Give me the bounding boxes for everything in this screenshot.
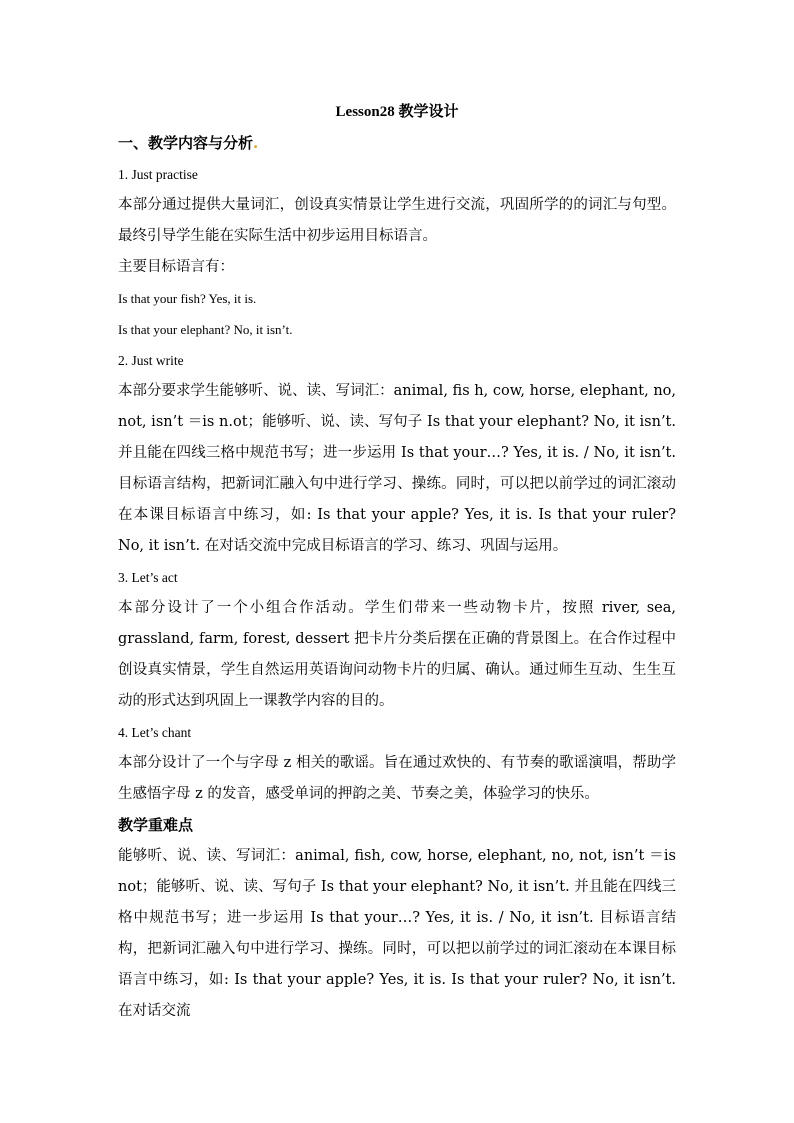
key-points-description: 能够听、说、读、写词汇：animal, fish, cow, horse, elephant, no, not, isn’t ＝is not；能够听、说、读、写句子 Is that your elephant? No, it isn’t. 并且能在四线三格中规范书写；进一步运用 Is that your…? Yes, it is. / No, it isn’t. 目标语言结构，把新词汇融入句中进行学习、操练。同时，可以把以前学过的词汇滚动在本课目标语言中练习，如: Is that your apple? Yes, it is. Is that your ruler? No, it isn’t. 在对话交流: [118, 848, 676, 1019]
document-title: Lesson28 教学设计: [335, 104, 459, 120]
part-label-lets-chant: 4. Let’s chant: [118, 725, 192, 740]
part-description-lets-act: 本部分设计了一个小组合作活动。学生们带来一些动物卡片，按照 river, sea, grassland, farm, forest, dessert 把卡片分类后摆在正确的背景图上。在合作过程中创设真实情景，学生自然运用英语询问动物卡片的归属、确认。通过师生互动、生生互动的形式达到巩固上一课教学内容的目的。: [118, 600, 676, 709]
section-heading-content-analysis: [118, 128, 676, 159]
part-description-just-practise: 本部分通过提供大量词汇，创设真实情景让学生进行交流，巩固所学的的词汇与句型。最终引导学生能在实际生活中初步运用目标语言。: [118, 197, 676, 244]
section-heading-text: 一、教学内容与分析: [118, 134, 254, 152]
part-description-lets-chant: 本部分设计了一个与字母 z 相关的歌谣。旨在通过欢快的、有节奏的歌谣演唱，帮助学生感悟字母 z 的发音，感受单词的押韵之美、节奏之美，体验学习的快乐。: [118, 755, 676, 802]
example-sentence-elephant: Is that your elephant? No, it isn’t.: [118, 322, 293, 337]
part-description-just-write: 本部分要求学生能够听、说、读、写词汇：animal, fis h, cow, horse, elephant, no, not, isn’t ＝is n.ot；能够听、说、读、写句子 Is that your elephant? No, it isn’t. 并且能在四线三格中规范书写；进一步运用 Is that your…? Yes, it is. / No, it isn’t. 目标语言结构，把新词汇融入句中进行学习、操练。同时，可以把以前学过的词汇滚动在本课目标语言中练习，如: Is that your apple? Yes, it is. Is that your ruler? No, it isn’t. 在对话交流中完成目标语言的学习、练习、巩固与运用。: [118, 383, 676, 554]
part-label-lets-act: 3. Let’s act: [118, 570, 178, 585]
target-language-label: 主要目标语言有：: [118, 259, 234, 275]
part-label-just-write: 2. Just write: [118, 353, 184, 368]
example-sentence-fish: Is that your fish? Yes, it is.: [118, 291, 257, 306]
document-page: [118, 98, 676, 1027]
heading-dot: .: [253, 134, 259, 152]
part-label-just-practise: 1. Just practise: [118, 167, 198, 182]
section-heading-key-points: 教学重难点: [118, 816, 194, 834]
